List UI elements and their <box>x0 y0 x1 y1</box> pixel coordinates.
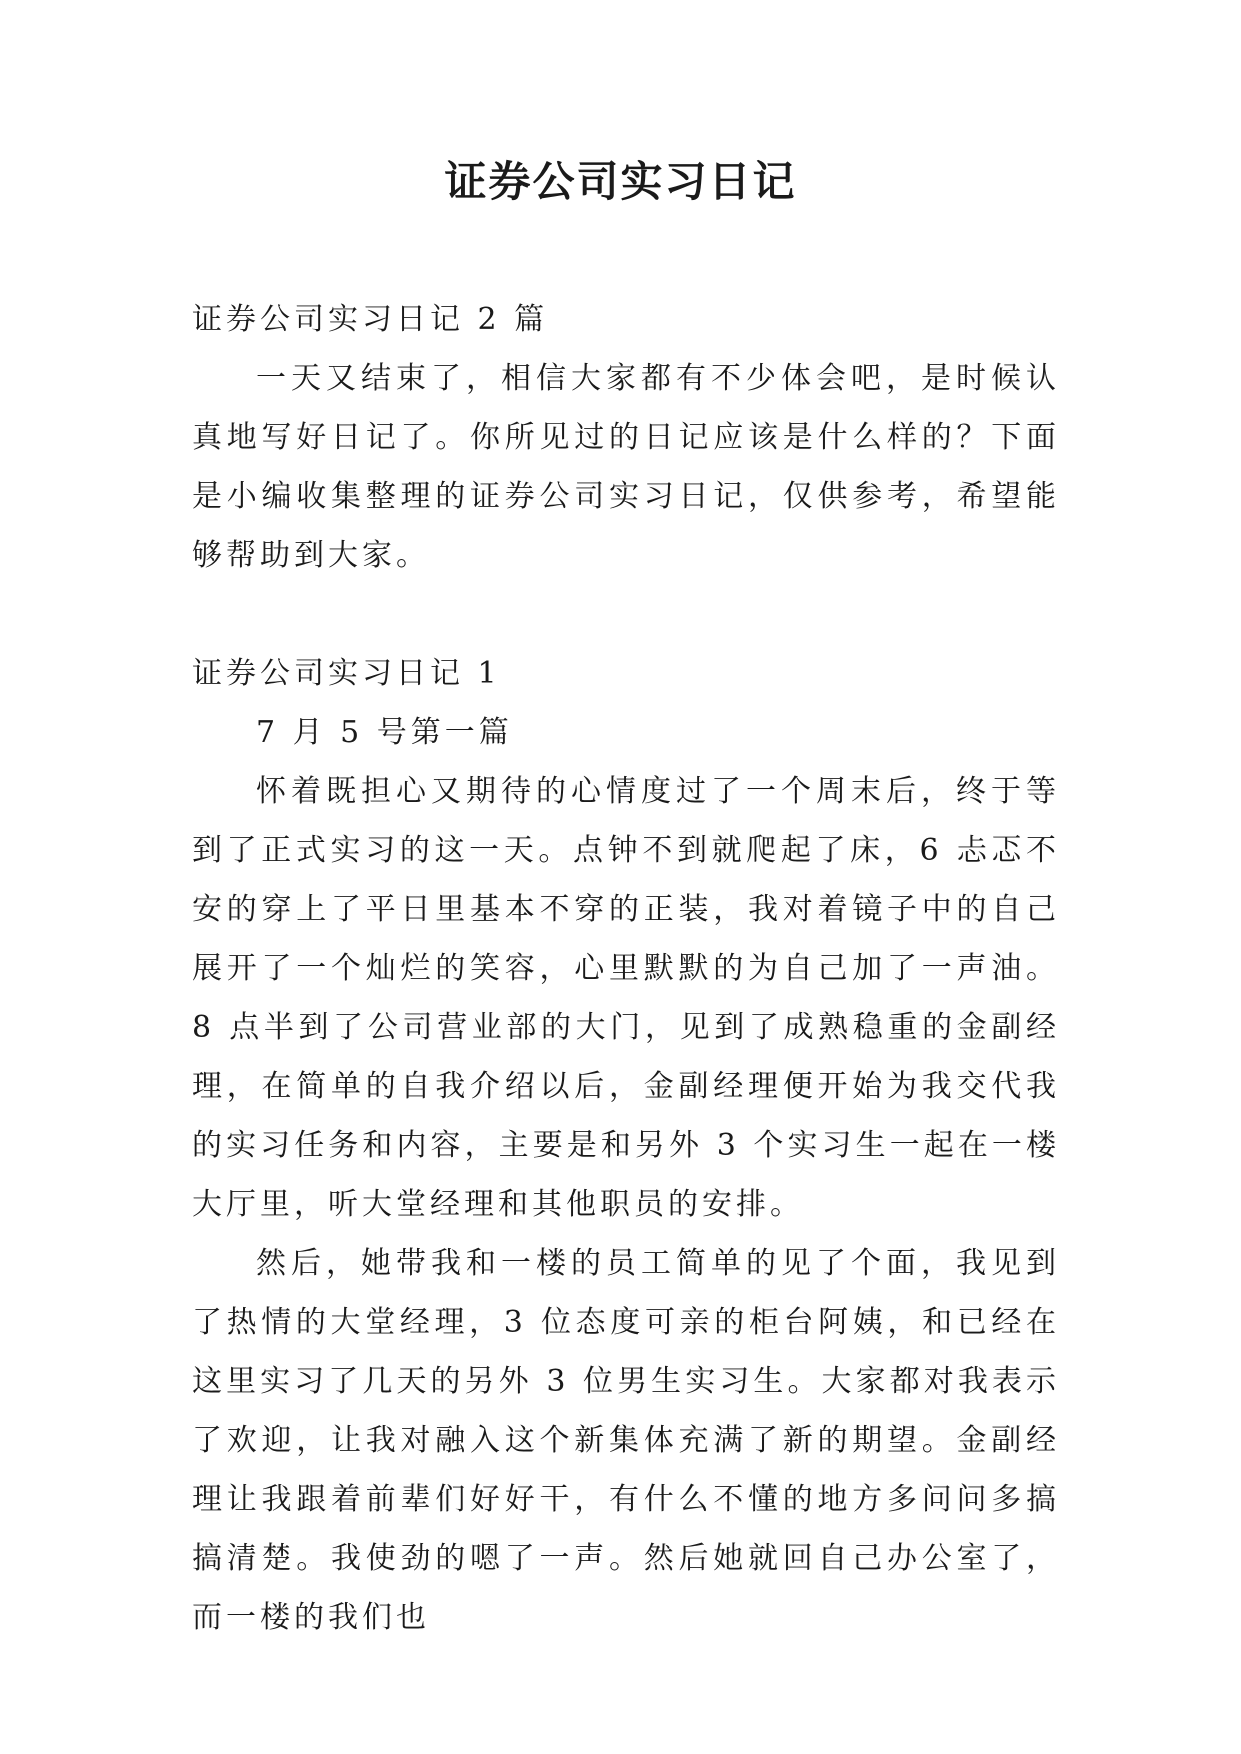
section-heading: 证券公司实习日记 1 <box>192 656 501 691</box>
intro-paragraph: 一天又结束了，相信大家都有不少体会吧，是时候认真地写好日记了。你所见过的日记应该是什么样的？下面是小编收集整理的证券公司实习日记，仅供参考，希望能够帮助到大家。 <box>192 361 1060 573</box>
body-paragraph-1: 怀着既担心又期待的心情度过了一个周末后，终于等到了正式实习的这一天。点钟不到就爬起了床，6 忐忑不安的穿上了平日里基本不穿的正装，我对着镜子中的自己展开了一个灿烂的笑容，心里默默的为自己加了一声油。8 点半到了公司营业部的大门，见到了成熟稳重的金副经理，在简单的自我介绍以后，金副经理便开始为我交代我的实习任务和内容，主要是和另外 3 个实习生一起在一楼大厅里，听大堂经理和其他职员的安排。 <box>192 774 1060 1222</box>
document-title: 证券公司实习日记 <box>444 157 797 206</box>
body-paragraph-2: 然后，她带我和一楼的员工简单的见了个面，我见到了热情的大堂经理，3 位态度可亲的柜台阿姨，和已经在这里实习了几天的另外 3 位男生实习生。大家都对我表示了欢迎，让我对融入这个新集体充满了新的期望。金副经理让我跟着前辈们好好干，有什么不懂的地方多问问多搞搞清楚。我使劲的嗯了一声。然后她就回自己办公室了，而一楼的我们也 <box>192 1246 1060 1635</box>
document-body <box>192 290 1060 1647</box>
entry-date: 7 月 5 号第一篇 <box>256 715 513 750</box>
section-spacer <box>192 585 1060 644</box>
document-subtitle: 证券公司实习日记 2 篇 <box>192 302 549 337</box>
